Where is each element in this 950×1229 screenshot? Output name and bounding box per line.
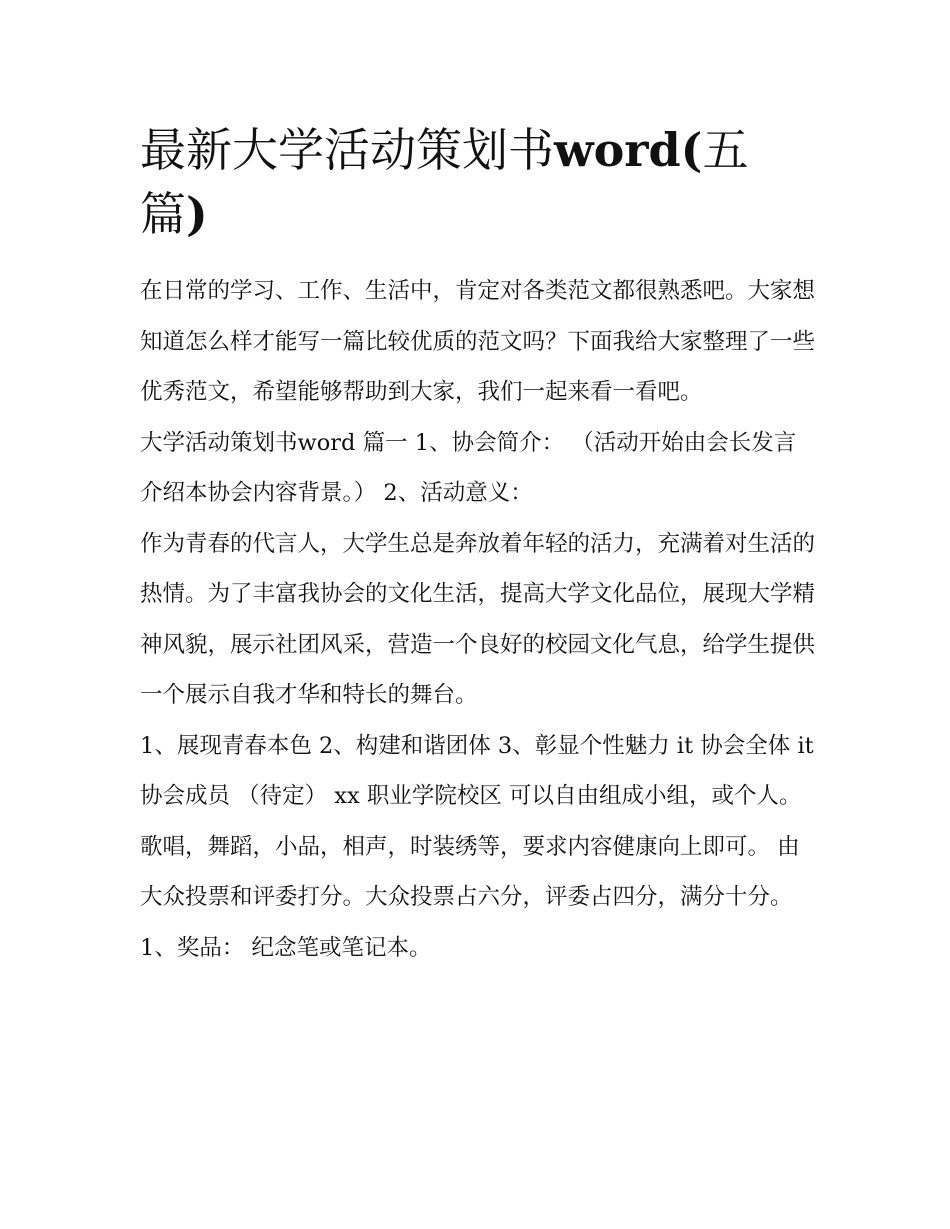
title-text-part-4: ) [186,187,208,241]
paragraph-association-intro: 大学活动策划书word 篇一 1、协会简介： （活动开始由会长发言介绍本协会内容背景。） 2、活动意义： [140,429,797,506]
document-body [140,266,815,973]
paragraph-goals-participants: 1、展现青春本色 2、构建和谐团体 3、彰显个性魅力 it 协会全体 it 协会成员 （待定） xx 职业学院校区 可以自由组成小组，或个人。 [140,732,814,809]
paragraph-intro: 在日常的学习、工作、生活中，肯定对各类范文都很熟悉吧。大家想知道怎么样才能写一篇比较优质的范文吗？下面我给大家整理了一些优秀范文，希望能够帮助到大家，我们一起来看一看吧。 [140,278,816,405]
document-title [140,118,815,246]
title-text-part-1: 最新大学活动策划书 [140,123,554,177]
title-text-part-3: 五篇 [140,123,749,241]
document-content [140,118,815,973]
title-text-part-2: word( [554,123,703,177]
paragraph-significance: 作为青春的代言人，大学生总是奔放着年轻的活力，充满着对生活的热情。为了丰富我协会的文化生活，提高大学文化品位，展现大学精神风貌，展示社团风采，营造一个良好的校园文化气息，给学生提供一个展示自我才华和特长的舞台。 [140,530,816,708]
paragraph-content-awards: 歌唱，舞蹈，小品，相声，时装绣等，要求内容健康向上即可。 由大众投票和评委打分。大众投票占六分，评委占四分，满分十分。 1、奖品： 纪念笔或笔记本。 [140,833,800,961]
